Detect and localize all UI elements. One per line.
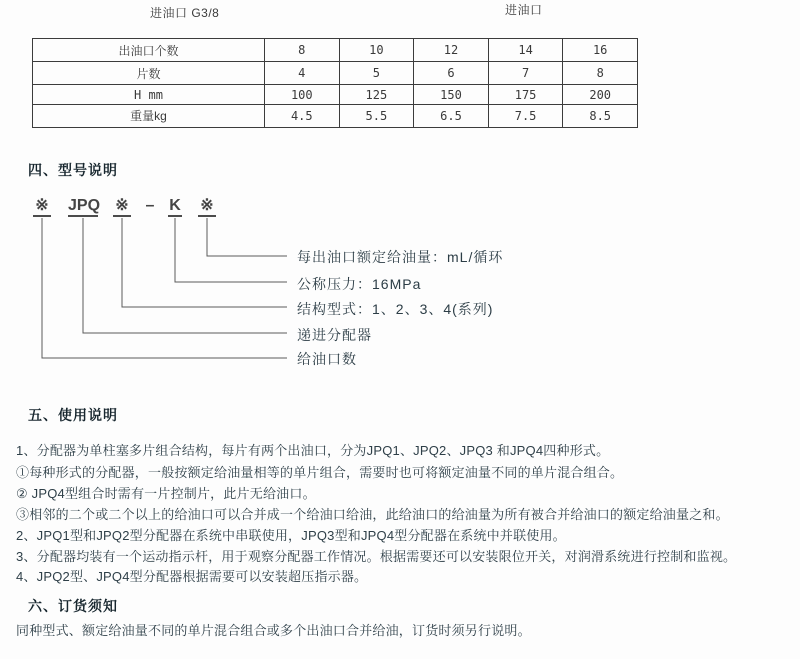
callout-line-distributor	[83, 218, 287, 333]
cell: 100	[265, 85, 340, 104]
model-code-ports-symbol: ※	[33, 198, 51, 217]
row-header-height: H mm	[33, 85, 265, 104]
callout-distributor: 递进分配器	[297, 327, 372, 343]
callout-pressure: 公称压力：16MPa	[297, 276, 422, 292]
callout-structure: 结构型式：1、2、3、4(系列)	[297, 301, 494, 317]
spec-table	[32, 38, 638, 128]
cell: 5	[339, 62, 414, 85]
section-heading-order: 六、订货须知	[28, 598, 118, 614]
cell: 175	[488, 85, 563, 104]
usage-line-2: 2、JPQ1型和JPQ2型分配器在系统中串联使用，JPQ3型和JPQ4型分配器在系统中并联使用。	[16, 528, 566, 543]
usage-line-4: 4、JPQ2型、JPQ4型分配器根据需要可以安装超压指示器。	[16, 569, 368, 584]
cell: 4	[265, 62, 340, 85]
callout-line-ports	[42, 218, 287, 358]
table-row	[33, 62, 638, 85]
row-header-plate-count: 片数	[33, 62, 265, 85]
cell: 8	[563, 62, 638, 85]
row-header-weight: 重量kg	[33, 104, 265, 127]
callout-line-pressure	[175, 218, 287, 282]
cell: 16	[563, 39, 638, 62]
cell: 6	[414, 62, 489, 85]
inlet-port-label-left: 进油口 G3/8	[150, 6, 220, 20]
usage-line-1c: ③相邻的二个或二个以上的给油口可以合并成一个给油口给油，此给油口的给油量为所有被合并给油口的额定给油量之和。	[16, 507, 729, 522]
model-code-k: K	[168, 198, 182, 217]
model-code-type-symbol: ※	[113, 198, 131, 217]
callout-line-structure	[122, 218, 287, 307]
model-code-flow-symbol: ※	[198, 198, 216, 217]
model-code-series: JPQ	[68, 198, 98, 217]
table-row	[33, 104, 638, 127]
table-row	[33, 39, 638, 62]
usage-line-1b: ② JPQ4型组合时需有一片控制片，此片无给油口。	[16, 486, 316, 501]
cell: 125	[339, 85, 414, 104]
order-line: 同种型式、额定给油量不同的单片混合组合或多个出油口合并给油，订货时须另行说明。	[16, 623, 531, 638]
cell: 8.5	[563, 104, 638, 127]
cell: 5.5	[339, 104, 414, 127]
cell: 12	[414, 39, 489, 62]
cell: 200	[563, 85, 638, 104]
callout-flow-rate: 每出油口额定给油量：mL/循环	[297, 249, 504, 265]
cell: 4.5	[265, 104, 340, 127]
cell: 6.5	[414, 104, 489, 127]
cell: 10	[339, 39, 414, 62]
table-row	[33, 85, 638, 104]
model-code-dash: –	[145, 197, 155, 214]
section-heading-model: 四、型号说明	[28, 162, 118, 178]
cell: 14	[488, 39, 563, 62]
usage-line-1a: ①每种形式的分配器，一般按额定给油量相等的单片组合，需要时也可将额定油量不同的单片混合组合。	[16, 465, 624, 480]
usage-line-3: 3、分配器均装有一个运动指示杆，用于观察分配器工作情况。根据需要还可以安装限位开关，对润滑系统进行控制和监视。	[16, 549, 737, 564]
callout-line-flow	[207, 218, 287, 256]
cell: 8	[265, 39, 340, 62]
cell: 7.5	[488, 104, 563, 127]
usage-line-1: 1、分配器为单柱塞多片组合结构，每片有两个出油口，分为JPQ1、JPQ2、JPQ3 和JPQ4四种形式。	[16, 443, 610, 458]
callout-ports: 给油口数	[297, 351, 357, 367]
section-heading-usage: 五、使用说明	[28, 407, 118, 423]
row-header-outlet-count: 出油口个数	[33, 39, 265, 62]
cell: 7	[488, 62, 563, 85]
cell: 150	[414, 85, 489, 104]
inlet-port-label-right: 进油口	[505, 3, 543, 17]
